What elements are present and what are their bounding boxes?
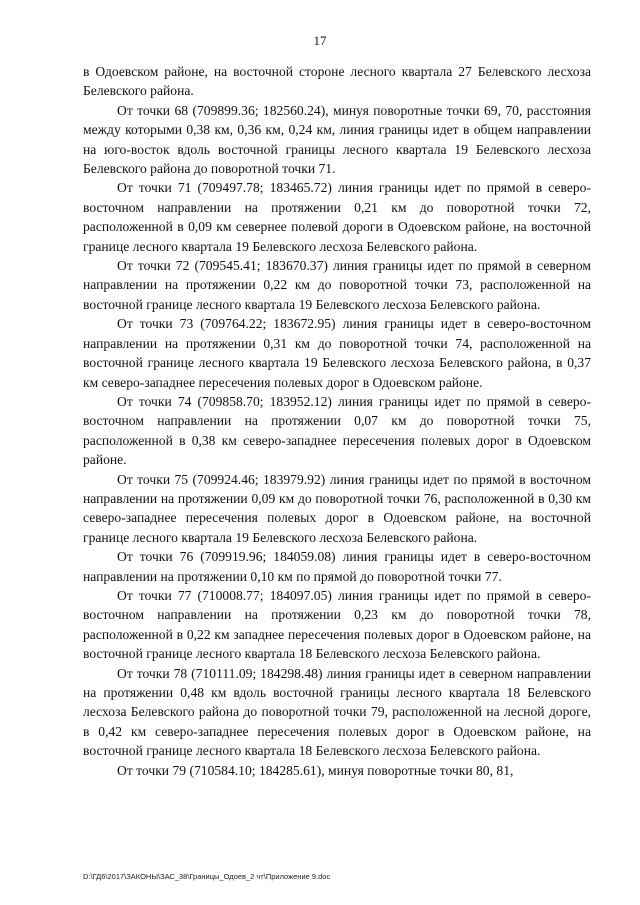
paragraph-point-77: От точки 77 (710008.77; 184097.05) линия границы идет по прямой в северо-восточном направлении на протяжении 0,23 км до поворотной точки 78, расположенной в 0,22 км западнее пересечения полевых дорог в Одоевском районе, на восточной границе лесного квартала 18 Белевского лесхоза Белевского района.: [83, 587, 591, 662]
page-number: 17: [313, 33, 327, 48]
paragraph-point-73: От точки 73 (709764.22; 183672.95) линия границы идет в северо-восточном направлении на протяжении 0,31 км до поворотной точки 74, расположенной на восточной границе лесного квартала 19 Белевского лесхоза Белевского района, в 0,37 км северо-западнее пересечения полевых дорог в Одоевском районе.: [83, 316, 591, 390]
paragraph-point-72: От точки 72 (709545.41; 183670.37) линия границы идет по прямой в северном направлении на протяжении 0,22 км до поворотной точки 73, расположенной на восточной границе лесного квартала 19 Белевского лесхоза Белевского района.: [83, 258, 591, 312]
document-body: [83, 62, 591, 780]
paragraph-point-79: От точки 79 (710584.10; 184285.61), минуя поворотные точки 80, 81,: [117, 762, 514, 778]
file-path-footer: D:\ГД6\2017\ЗАКОНЫ\ЗАС_38\Границы_Одоев_2 чт\Приложение 9.doc: [83, 872, 331, 881]
paragraph-point-68: От точки 68 (709899.36; 182560.24), минуя поворотные точки 69, 70, расстояния между которыми 0,38 км, 0,36 км, 0,24 км, линия границы идет в общем направлении на юго-восток вдоль восточной границы лесного квартала 19 Белевского лесхоза Белевского района до поворотной точки 71.: [83, 102, 591, 177]
paragraph-point-78: От точки 78 (710111.09; 184298.48) линия границы идет в северном направлении на протяжении 0,48 км вдоль восточной границы лесного квартала 18 Белевского лесхоза Белевского района до поворотной точки 79, расположенной на лесной дороге, в 0,42 км северо-западнее пересечения полевых дорог в Одоевском районе, на восточной границе лесного квартала 18 Белевского лесхоза Белевского района.: [83, 665, 591, 759]
paragraph-point-76: От точки 76 (709919.96; 184059.08) линия границы идет в северо-восточном направлении на протяжении 0,10 км по прямой до поворотной точки 77.: [83, 549, 591, 584]
paragraph-continuation: в Одоевском районе, на восточной стороне лесного квартала 27 Белевского лесхоза Белевского района.: [83, 64, 591, 99]
paragraph-point-74: От точки 74 (709858.70; 183952.12) линия границы идет по прямой в северо-восточном направлении на протяжении 0,07 км до поворотной точки 75, расположенной в 0,38 км северо-западнее пересечения полевых дорог в Одоевском районе.: [83, 393, 591, 468]
paragraph-point-75: От точки 75 (709924.46; 183979.92) линия границы идет по прямой в восточном направлении на протяжении 0,09 км до поворотной точки 76, расположенной в 0,30 км северо-западнее пересечения полевых дорог в Одоевском районе, на восточной границе лесного квартала 19 Белевского лесхоза Белевского района.: [83, 471, 591, 545]
paragraph-point-71: От точки 71 (709497.78; 183465.72) линия границы идет по прямой в северо-восточном направлении на протяжении 0,21 км до поворотной точки 72, расположенной в 0,09 км севернее полевой дороги в Одоевском районе, на восточной границе лесного квартала 19 Белевского лесхоза Белевского района.: [83, 180, 591, 254]
